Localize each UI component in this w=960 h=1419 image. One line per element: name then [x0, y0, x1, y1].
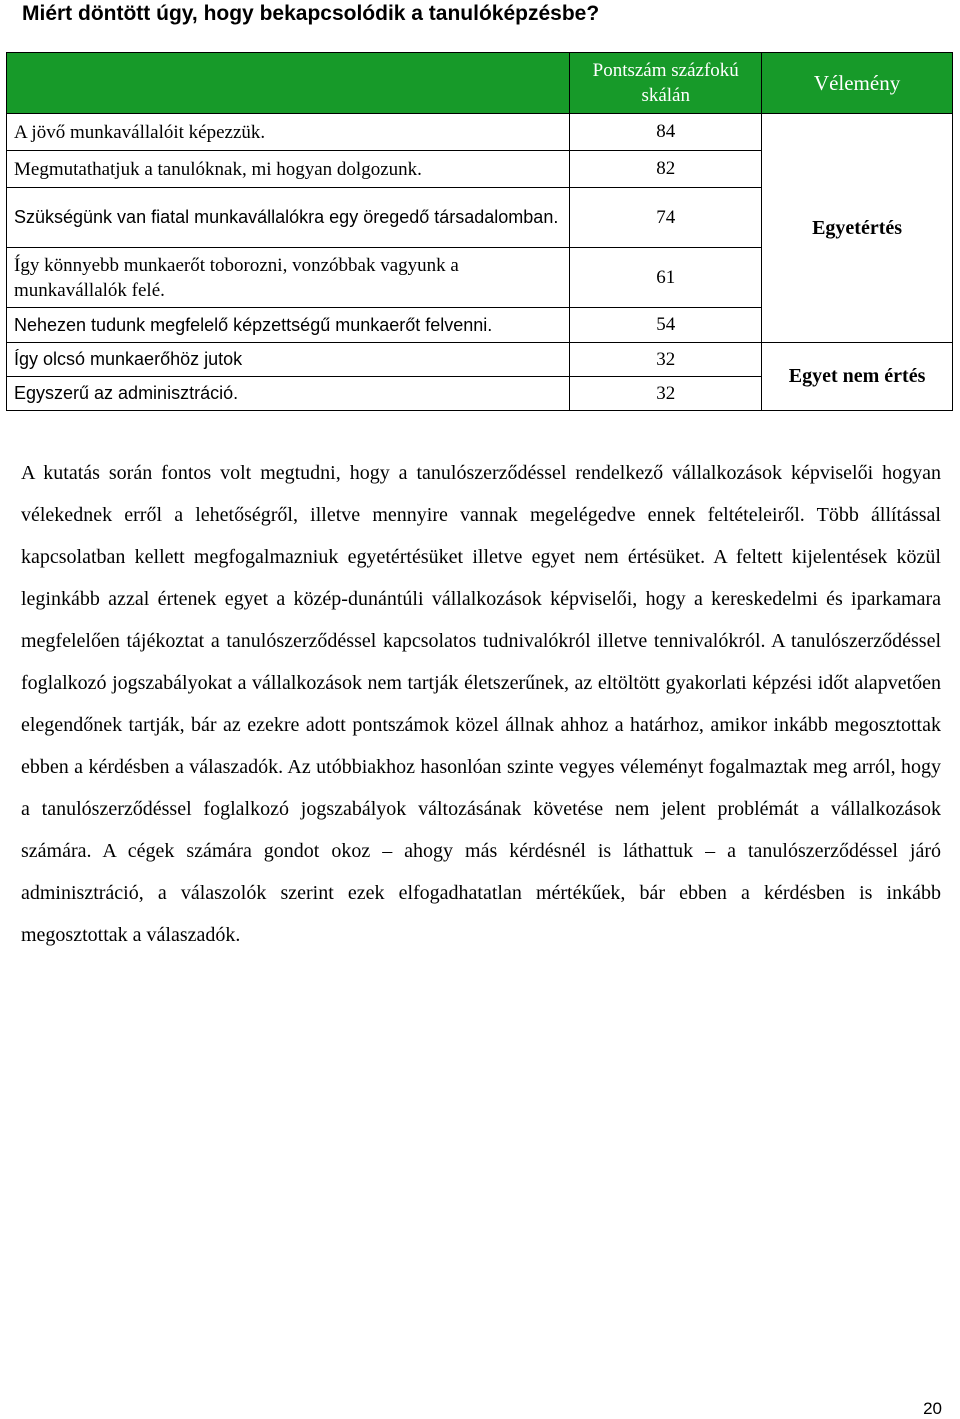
statement-cell: Megmutathatjuk a tanulóknak, mi hogyan dolgozunk.	[7, 151, 570, 188]
statement-cell: Egyszerű az adminisztráció.	[7, 377, 570, 411]
score-cell: 32	[570, 377, 762, 411]
empty-header-cell	[7, 53, 570, 114]
score-column-header: Pontszám százfokú skálán	[570, 53, 762, 114]
score-cell: 84	[570, 114, 762, 151]
opinion-disagree-cell: Egyet nem értés	[762, 343, 953, 411]
table-row	[7, 114, 953, 151]
body-paragraph: A kutatás során fontos volt megtudni, hogy a tanulószerződéssel rendelkező vállalkozások képviselői hogyan vélekednek erről a lehetőségről, illetve mennyire vannak megelégedve ennek feltételeiről. Több állítással kapcsolatban kellett megfogalmazniuk egyetértésüket illetve egyet nem értésüket. A feltett kijelentések közül leginkább azzal értenek egyet a közép-dunántúli vállalkozások képviselői, hogy a kereskedelmi és iparkamara megfelelően tájékoztat a tanulószerződéssel kapcsolatos tudnivalókról illetve tennivalókról. A tanulószerződéssel foglalkozó jogszabályokat a vállalkozások nem tartják életszerűnek, az eltöltött gyakorlati képzési időt alapvetően elegendőnek tartják, bár az ezekre adott pontszámok közel állnak ahhoz a határhoz, amikor inkább megosztottak ebben a kérdésben a válaszadók. Az utóbbiakhoz hasonlóan szinte vegyes véleményt fogalmaztak meg arról, hogy a tanulószerződéssel foglalkozó jogszabályok változásának követése nem jelent problémát a vállalkozások számára. A cégek számára gondot okoz – ahogy más kérdésnél is láthattuk – a tanulószerződéssel járó adminisztráció, a válaszolók szerint ezek elfogadhatatlan mértékűek, bár ebben a kérdésben is inkább megosztottak a válaszadók.	[21, 462, 941, 946]
table-row	[7, 343, 953, 377]
opinion-column-header: Vélemény	[762, 53, 953, 114]
score-cell: 32	[570, 343, 762, 377]
section-heading: Miért döntött úgy, hogy bekapcsolódik a tanulóképzésbe?	[22, 2, 600, 25]
table-header-row	[7, 53, 953, 114]
score-cell: 74	[570, 188, 762, 248]
opinion-agree-cell: Egyetértés	[762, 114, 953, 343]
score-cell: 61	[570, 248, 762, 308]
survey-table	[6, 52, 953, 411]
page-number: 20	[923, 1399, 942, 1418]
statement-cell: A jövő munkavállalóit képezzük.	[7, 114, 570, 151]
score-cell: 54	[570, 308, 762, 343]
statement-cell: Így olcsó munkaerőhöz jutok	[7, 343, 570, 377]
statement-cell: Nehezen tudunk megfelelő képzettségű munkaerőt felvenni.	[7, 308, 570, 343]
statement-cell: Szükségünk van fiatal munkavállalókra egy öregedő társadalomban.	[7, 188, 570, 248]
statement-cell: Így könnyebb munkaerőt toborozni, vonzóbbak vagyunk a munkavállalók felé.	[7, 248, 570, 308]
score-cell: 82	[570, 151, 762, 188]
